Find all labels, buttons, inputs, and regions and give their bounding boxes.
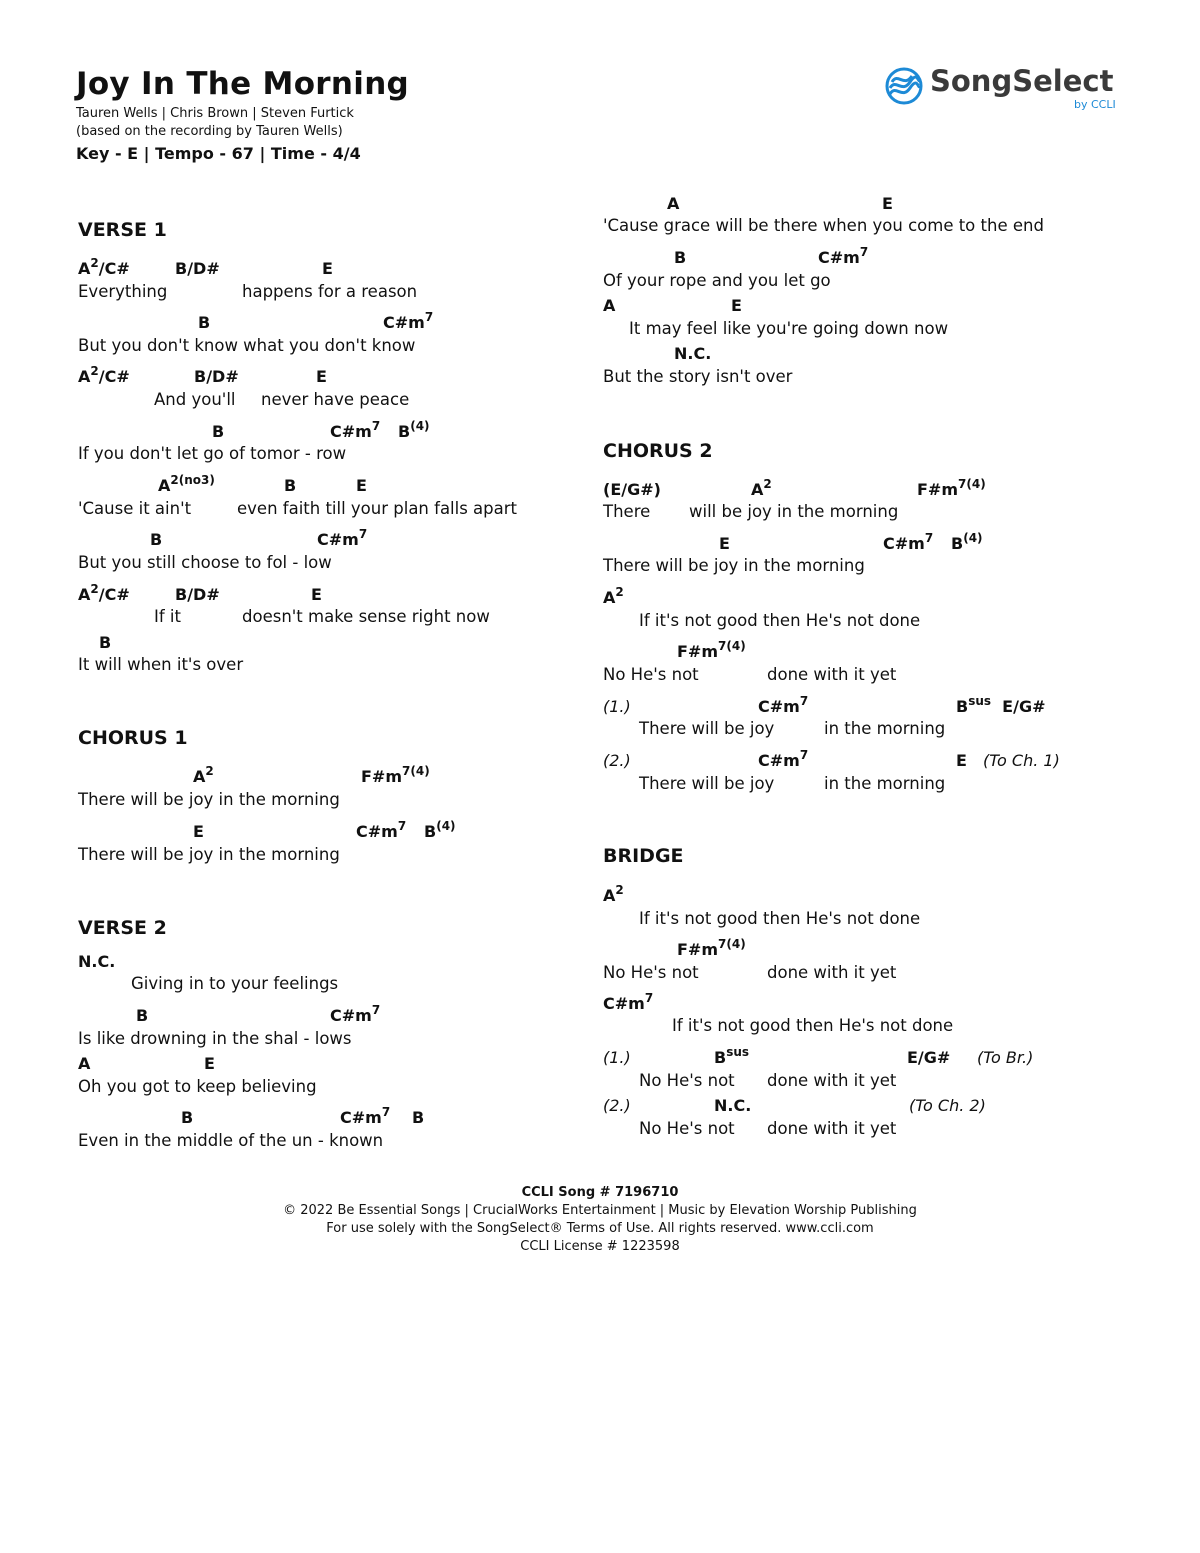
lyric-line: Even in the middle of the un - known bbox=[78, 1131, 384, 1150]
chord: B bbox=[150, 530, 163, 549]
navigation-note: (To Br.) bbox=[977, 1048, 1034, 1067]
ccli-song-number: CCLI Song # 7196710 bbox=[521, 1185, 679, 1200]
lyric-line: never have peace bbox=[261, 390, 410, 409]
lyric-line: Of your rope and you let go bbox=[603, 271, 831, 290]
lyric-line: If you don't let go of tomor - row bbox=[78, 444, 347, 463]
lyric-line: done with it yet bbox=[767, 1071, 897, 1090]
lyric-line: But the story isn't over bbox=[603, 367, 793, 386]
lyric-line: No He's not bbox=[603, 963, 699, 982]
lyric-line: Is like drowning in the shal - lows bbox=[78, 1029, 352, 1048]
lyric-line: If it's not good then He's not done bbox=[639, 611, 921, 630]
chord: A bbox=[603, 296, 616, 315]
chord: $B^{sus}$ E/G# bbox=[956, 694, 1046, 716]
chord: $A^2/C\#$ bbox=[78, 256, 130, 278]
copyright: © 2022 Be Essential Songs | CrucialWorks Entertainment | Music by Elevation Worship Publishing bbox=[283, 1203, 917, 1218]
lyric-line: in the morning bbox=[824, 774, 946, 793]
ending-marker: (2.) bbox=[603, 1096, 631, 1115]
song-authors: Tauren Wells | Chris Brown | Steven Furtick bbox=[76, 106, 354, 121]
lyric-line: happens for a reason bbox=[242, 282, 418, 301]
chord: B/D# bbox=[175, 259, 220, 278]
lyric-line: doesn't make sense right now bbox=[242, 607, 490, 626]
lyric-line: And you'll bbox=[154, 390, 236, 409]
lyric-line: There will be joy bbox=[639, 719, 775, 738]
chord: A bbox=[667, 194, 680, 213]
ending-marker: (1.) bbox=[603, 1048, 631, 1067]
chord: E bbox=[956, 751, 967, 770]
chord: $F\#m^{7(4)}$ bbox=[361, 764, 430, 786]
chord: E bbox=[311, 585, 322, 604]
chord: $A^2/C\#$ bbox=[78, 582, 130, 604]
chord: $C\#m^7$ bbox=[758, 748, 809, 770]
section-heading: CHORUS 1 bbox=[78, 727, 188, 749]
section-heading: BRIDGE bbox=[603, 845, 684, 867]
lyric-line: even faith till your plan falls apart bbox=[237, 499, 518, 518]
lyric-line: done with it yet bbox=[767, 665, 897, 684]
chord: $F\#m^{7(4)}$ bbox=[677, 937, 746, 959]
chord: $F\#m^{7(4)}$ bbox=[917, 477, 986, 499]
chord: E bbox=[193, 822, 204, 841]
chord: E bbox=[204, 1054, 215, 1073]
chord: A bbox=[78, 1054, 91, 1073]
chord: $C\#m^7$ bbox=[383, 310, 434, 332]
songselect-logo bbox=[884, 64, 1124, 114]
navigation-note: (To Ch. 2) bbox=[909, 1096, 986, 1115]
chord: B bbox=[284, 476, 297, 495]
chord: $C\#m^7$ bbox=[758, 694, 809, 716]
lyric-line: It may feel like you're going down now bbox=[629, 319, 949, 338]
chord: $B^{sus}$ bbox=[714, 1045, 750, 1067]
lyric-line: If it's not good then He's not done bbox=[639, 909, 921, 928]
chord: E bbox=[882, 194, 893, 213]
chord: $F\#m^{7(4)}$ bbox=[677, 639, 746, 661]
chord: B bbox=[412, 1108, 425, 1127]
chord: $A^2/C\#$ bbox=[78, 364, 130, 386]
lyric-line: No He's not bbox=[639, 1119, 735, 1138]
lyric-line: in the morning bbox=[824, 719, 946, 738]
chord: N.C. bbox=[78, 952, 116, 971]
chord: N.C. bbox=[674, 344, 712, 363]
songselect-wave-icon bbox=[884, 64, 924, 108]
lyric-line: There will be joy bbox=[639, 774, 775, 793]
ccli-license: CCLI License # 1223598 bbox=[520, 1239, 680, 1254]
lyric-line: Giving in to your feelings bbox=[131, 974, 339, 993]
lyric-line: There will be joy in the morning bbox=[78, 845, 340, 864]
chord: E bbox=[322, 259, 333, 278]
ending-marker: (2.) bbox=[603, 751, 631, 770]
lyric-line: No He's not bbox=[639, 1071, 735, 1090]
lyric-line: But you don't know what you don't know bbox=[78, 336, 416, 355]
recording-note: (based on the recording by Tauren Wells) bbox=[76, 124, 343, 139]
section-heading: VERSE 2 bbox=[78, 917, 167, 939]
lyric-line: 'Cause it ain't bbox=[78, 499, 192, 518]
lyric-line: Oh you got to keep believing bbox=[78, 1077, 317, 1096]
chord: B bbox=[674, 248, 687, 267]
lyric-line: No He's not bbox=[603, 665, 699, 684]
lyric-line: It will when it's over bbox=[78, 655, 244, 674]
song-meta: Key - E | Tempo - 67 | Time - 4/4 bbox=[76, 144, 361, 163]
chord: B bbox=[136, 1006, 149, 1025]
chord: B bbox=[212, 422, 225, 441]
chord: $B^{(4)}$ bbox=[424, 819, 456, 841]
lyric-line: done with it yet bbox=[767, 1119, 897, 1138]
chord: $C\#m^7$ bbox=[356, 819, 407, 841]
chord: N.C. bbox=[714, 1096, 752, 1115]
lyric-line: Everything bbox=[78, 282, 168, 301]
chord: $C\#m^7$ bbox=[818, 245, 869, 267]
chord: $A^2$ bbox=[193, 764, 214, 786]
chord: E bbox=[719, 534, 730, 553]
section-heading: VERSE 1 bbox=[78, 219, 167, 241]
chord: $A^2$ bbox=[603, 585, 624, 607]
lyric-line: If it's not good then He's not done bbox=[672, 1016, 954, 1035]
lyric-line: There will be joy in the morning bbox=[603, 556, 865, 575]
chord: $C\#m^7$ bbox=[340, 1105, 391, 1127]
logo-brand: SongSelect bbox=[930, 64, 1114, 98]
lyric-line: But you still choose to fol - low bbox=[78, 553, 332, 572]
chord: B bbox=[181, 1108, 194, 1127]
chord: (E/G#) bbox=[603, 480, 661, 499]
lyric-line: If it bbox=[154, 607, 181, 626]
ending-marker: (1.) bbox=[603, 697, 631, 716]
chord: $C\#m^7$ bbox=[603, 991, 654, 1013]
chord: $A^{2(no3)}$ bbox=[158, 473, 215, 495]
chord: $C\#m^7$ bbox=[317, 527, 368, 549]
chord: B bbox=[99, 633, 112, 652]
section-heading: CHORUS 2 bbox=[603, 440, 713, 462]
terms-of-use: For use solely with the SongSelect® Terms of Use. All rights reserved. www.ccli.com bbox=[326, 1221, 874, 1236]
lyric-line: 'Cause grace will be there when you come to the end bbox=[603, 216, 1044, 235]
logo-by: by CCLI bbox=[1074, 98, 1116, 111]
chord: $C\#m^7$ bbox=[330, 419, 381, 441]
chord: E bbox=[316, 367, 327, 386]
chord: $A^2$ bbox=[751, 477, 772, 499]
chord: E bbox=[356, 476, 367, 495]
chord: $B^{(4)}$ bbox=[398, 419, 430, 441]
chord: B bbox=[198, 313, 211, 332]
chord: E bbox=[731, 296, 742, 315]
chord: B/D# bbox=[175, 585, 220, 604]
song-title: Joy In The Morning bbox=[76, 66, 410, 102]
chord: $C\#m^7$ bbox=[330, 1003, 381, 1025]
chord: B/D# bbox=[194, 367, 239, 386]
lyric-line: There bbox=[603, 502, 651, 521]
chord: $C\#m^7$ bbox=[883, 531, 934, 553]
navigation-note: (To Ch. 1) bbox=[983, 751, 1060, 770]
lyric-line: will be joy in the morning bbox=[689, 502, 899, 521]
lyric-line: done with it yet bbox=[767, 963, 897, 982]
chord: E/G# bbox=[907, 1048, 951, 1067]
chord: $A^2$ bbox=[603, 883, 624, 905]
chord: $B^{(4)}$ bbox=[951, 531, 983, 553]
lyric-line: There will be joy in the morning bbox=[78, 790, 340, 809]
